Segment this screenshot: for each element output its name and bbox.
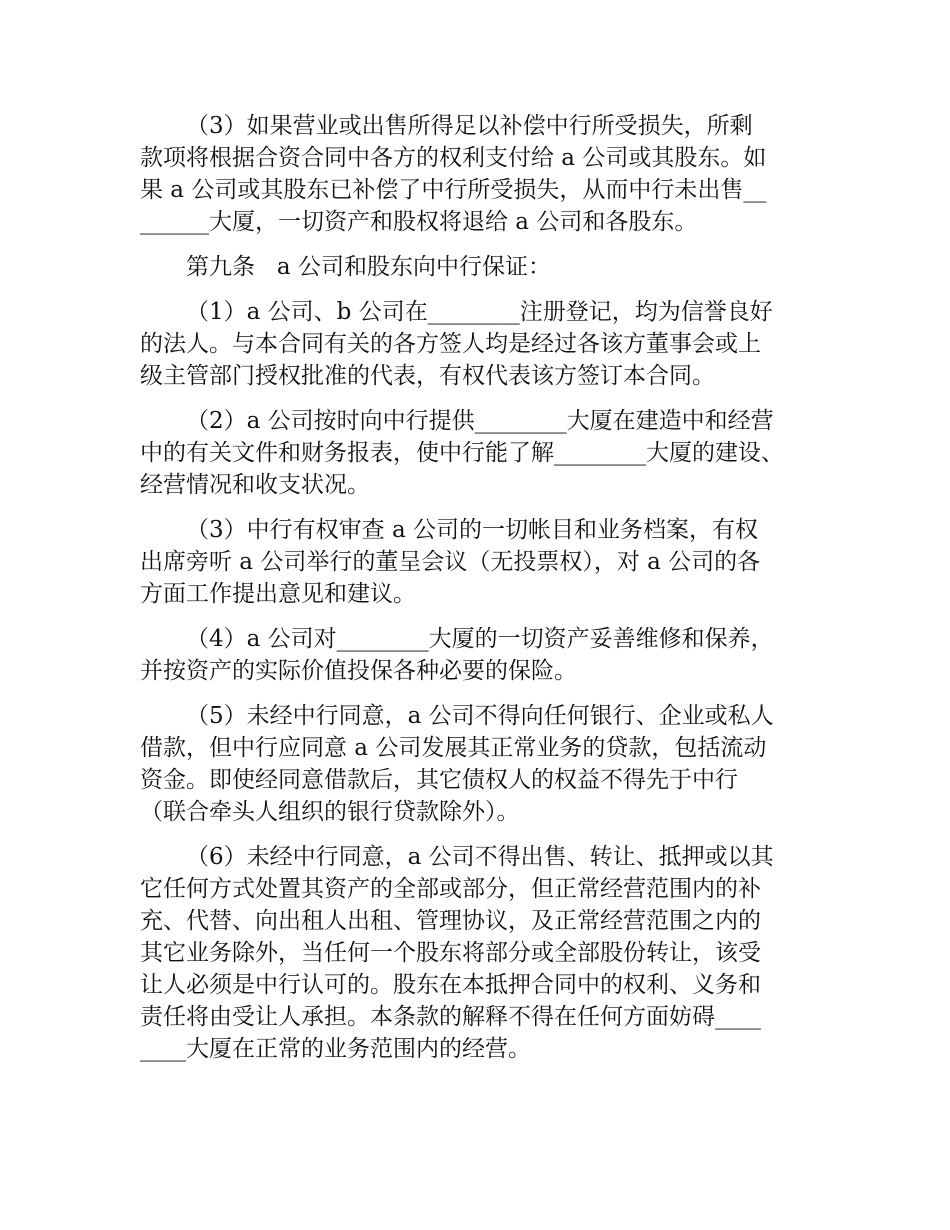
- paragraph-clause-9-3: [140, 514, 830, 610]
- paragraph-clause-8-3: [140, 110, 830, 238]
- text-line: 果 a 公司或其股东已补偿了中行所受损失，从而中行未出售__: [140, 177, 767, 203]
- text-line: 其它业务除外，当任何一个股东将部分或全部股份转让，该受: [140, 940, 761, 966]
- paragraph-clause-9-5: [140, 700, 830, 828]
- text-line: （2）a 公司按时向中行提供________大厦在建造中和经营: [186, 408, 774, 434]
- text-line: 级主管部门授权批准的代表，有权代表该方签订本合同。: [140, 363, 715, 389]
- text-line: ____大厦在正常的业务范围内的经营。: [140, 1036, 531, 1062]
- text-line: 的法人。与本合同有关的各方签人均是经过各该方董事会或上: [140, 331, 761, 357]
- text-line: 让人必须是中行认可的。股东在本抵押合同中的权利、义务和: [140, 972, 761, 998]
- heading-line: 第九条 a 公司和股东向中行保证：: [186, 254, 551, 280]
- text-line: 并按资产的实际价值投保各种必要的保险。: [140, 658, 577, 684]
- text-line: 方面工作提出意见和建议。: [140, 581, 416, 607]
- text-line: （3）如果营业或出售所得足以补偿中行所受损失，所剩: [186, 113, 753, 139]
- text-line: （1）a 公司、b 公司在________注册登记，均为信誉良好: [186, 299, 773, 325]
- text-line: 经营情况和收支状况。: [140, 472, 370, 498]
- text-line: （6）未经中行同意，a 公司不得出售、转让、抵押或以其: [186, 844, 774, 870]
- text-line: （4）a 公司对________大厦的一切资产妥善维修和保养，: [186, 626, 774, 652]
- text-line: 出席旁听 a 公司举行的董呈会议（无投票权），对 a 公司的各: [140, 549, 761, 575]
- paragraph-clause-9-2: [140, 405, 830, 501]
- text-line: 它任何方式处置其资产的全部或部分，但正常经营范围内的补: [140, 876, 761, 902]
- text-line: （联合牵头人组织的银行贷款除外）。: [140, 799, 520, 825]
- paragraph-clause-9-4: [140, 623, 830, 687]
- text-line: 资金。即使经同意借款后，其它债权人的权益不得先于中行: [140, 767, 738, 793]
- text-line: （5）未经中行同意，a 公司不得向任何银行、企业或私人: [186, 703, 774, 729]
- text-line: 借款，但中行应同意 a 公司发展其正常业务的贷款，包括流动: [140, 735, 767, 761]
- text-line: 充、代替、向出租人出租、管理协议，及正常经营范围之内的: [140, 908, 761, 934]
- document-page: [140, 110, 830, 1078]
- text-line: 责任将由受让人承担。本条款的解释不得在任何方面妨碍____: [140, 1004, 761, 1030]
- text-line: 中的有关文件和财务报表，使中行能了解________大厦的建设、: [140, 440, 784, 466]
- text-line: 款项将根据合资合同中各方的权利支付给 a 公司或其股东。如: [140, 145, 767, 171]
- paragraph-clause-9-6: [140, 841, 830, 1065]
- paragraph-clause-9-1: [140, 296, 830, 392]
- text-line: ______大厦，一切资产和股权将退给 a 公司和各股东。: [140, 209, 698, 235]
- article-9-heading: [140, 251, 830, 283]
- text-line: （3）中行有权审查 a 公司的一切帐目和业务档案，有权: [186, 517, 758, 543]
